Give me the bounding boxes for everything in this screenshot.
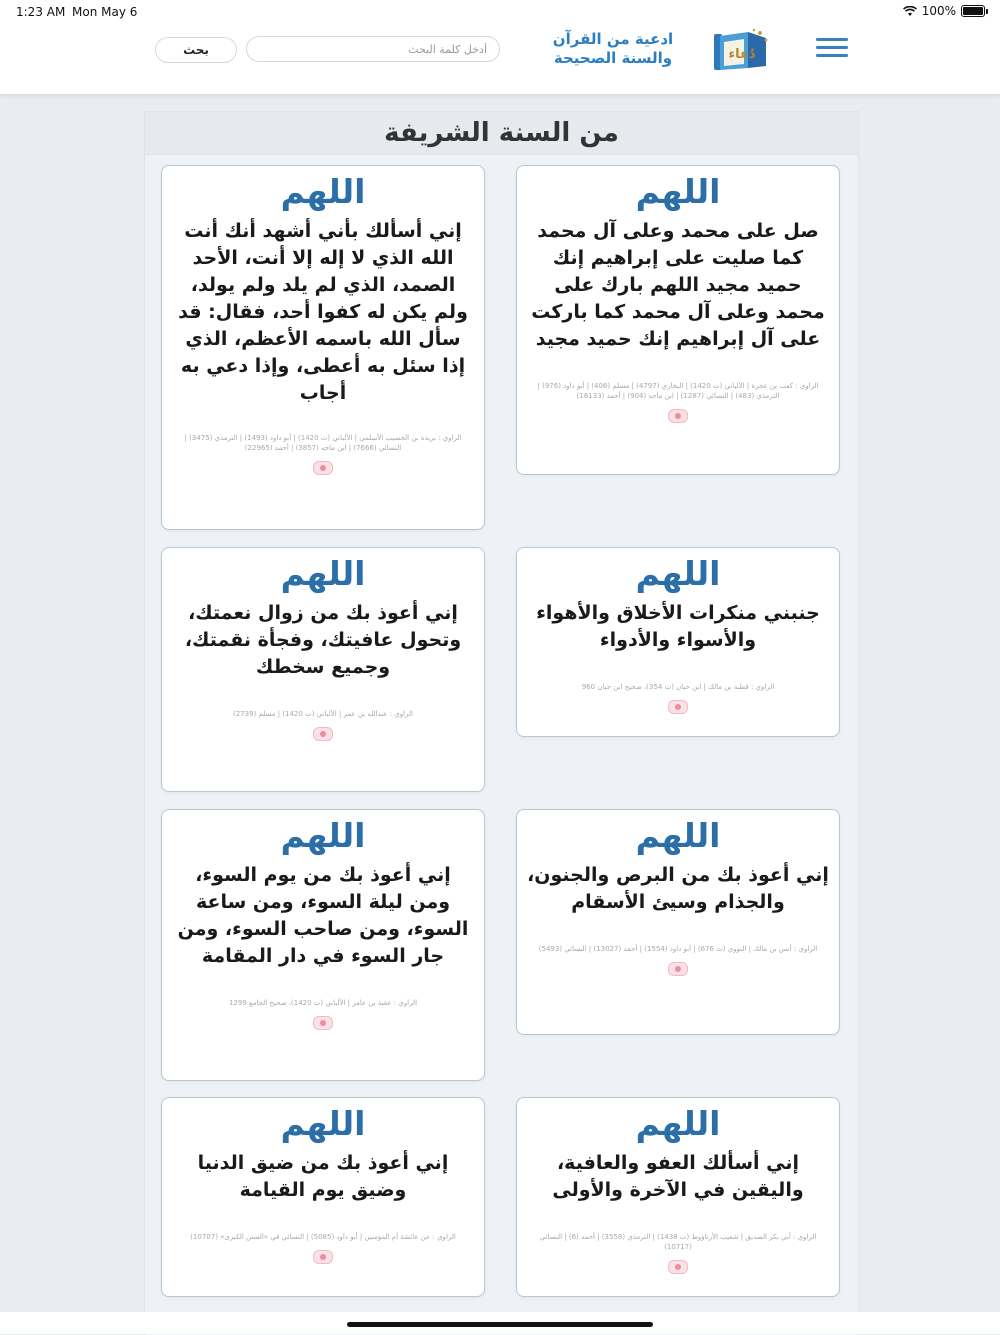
card-text: جنبني منكرات الأخلاق والأهواء والأسواء والأدواء (536, 602, 820, 651)
status-indicators (903, 4, 988, 18)
card-text: صل على محمد وعلى آل محمد كما صليت على إبراهيم إنك حميد مجيد اللهم بارك على محمد وعلى آل محمد كما باركت على آل إبراهيم إنك حميد مجيد (531, 220, 825, 350)
card-source: الراوي : قطبة بن مالك | ابن حبان (ت 354)، صحيح ابن حبان 960 (581, 683, 775, 691)
card-text: إني أعوذ بك من البرص والجنون، والجذام وسيئ الأسقام (527, 864, 829, 913)
heart-icon[interactable] (668, 1260, 688, 1274)
battery-icon (961, 5, 985, 17)
brand-title-line2: والسنة الصحيحة (553, 49, 673, 67)
card-source: الراوي : بريدة بن الحصيب الأسلمي | الألباني (ت 1420) | أبو داود (1493) | الترمذي (3475) | النسائي (7666) | ابن ماجه (3857) | أحمد (22965) (184, 434, 462, 452)
dua-card[interactable] (516, 547, 840, 737)
card-source: الراوي : أنس بن مالك | النووي (ت 676) | أبو داود (1554) | أحمد (13027) | النسائي (5493) (538, 945, 818, 953)
card-title: اللهم (635, 816, 721, 855)
card-text: إني أسألك بأني أشهد أنك أنت الله الذي لا إله إلا أنت، الأحد الصمد، الذي لم يلد ولم يولد، ولم يكن له كفوا أحد، فقال: قد سأل الله باسمه الأعظم، الذي إذا سئل به أعطى، وإذا دعي به أجاب (178, 220, 468, 404)
heart-icon[interactable] (313, 461, 333, 475)
wifi-icon (903, 6, 917, 17)
heart-icon[interactable] (313, 1250, 333, 1264)
card-text: إني أسألك العفو والعافية، واليقين في الآخرة والأولى (552, 1152, 804, 1201)
logo-text: دُعاء (728, 47, 756, 62)
dua-card[interactable] (516, 165, 840, 475)
app-logo[interactable] (712, 28, 772, 72)
brand-title[interactable] (528, 30, 698, 68)
card-title: اللهم (635, 1104, 721, 1143)
card-source: الراوي : عبدالله بن عمر | الألباني (ت 1420) | مسلم (2739) (232, 710, 413, 718)
search-button[interactable]: بحث (155, 37, 237, 63)
search-input[interactable] (246, 36, 500, 62)
heart-icon[interactable] (313, 1016, 333, 1030)
hamburger-menu-icon[interactable] (816, 38, 848, 60)
card-source: الراوي : كعب بن عجرة | الألباني (ت 1420) | البخاري (4797) | مسلم (406) | أبو داود (976) | الترمذي (483) | النسائي (1287) | ابن ماجه (904) | أحمد (18133) (537, 382, 819, 400)
card-title: اللهم (280, 172, 366, 211)
battery-tip (986, 9, 988, 14)
card-title: اللهم (280, 816, 366, 855)
dua-card[interactable] (161, 809, 485, 1081)
heart-icon[interactable] (668, 409, 688, 423)
dua-card[interactable] (161, 1097, 485, 1297)
sunnah-section (144, 111, 859, 1335)
heart-icon[interactable] (668, 700, 688, 714)
app-header (0, 24, 1000, 95)
section-title: من السنة الشريفة (145, 112, 858, 155)
home-indicator[interactable] (347, 1322, 653, 1327)
card-source: الراوي : عن عائشة أم المؤمنين | أبو داود (5085) | النسائي في «السنن الكبرى» (10707) (190, 1233, 456, 1241)
card-title: اللهم (280, 554, 366, 593)
brand-title-line1: ادعية من القرآن (552, 30, 674, 48)
card-source: الراوي : أبي بكر الصديق | شعيب الأرناؤوط (ت 1438) | الترمذي (3558) | أحمد (6) | النسائي (10717) (539, 1233, 817, 1251)
status-time: 1:23 AM (16, 5, 66, 19)
battery-percent: 100% (921, 4, 956, 18)
dua-card[interactable] (161, 165, 485, 530)
status-date: Mon May 6 (72, 5, 138, 19)
dua-card[interactable] (516, 809, 840, 1035)
card-title: اللهم (635, 554, 721, 593)
heart-icon[interactable] (313, 727, 333, 741)
card-text: إني أعوذ بك من يوم السوء، ومن ليلة السوء، ومن ساعة السوء، ومن صاحب السوء، ومن جار السوء في دار المقامة (177, 864, 469, 967)
card-source: الراوي : عقبة بن عامر | الألباني (ت 1420)، صحيح الجامع 1299 (228, 999, 418, 1007)
dua-card[interactable] (161, 547, 485, 792)
card-text: إني أعوذ بك من ضيق الدنيا وضيق يوم القيامة (197, 1152, 449, 1201)
card-text: إني أعوذ بك من زوال نعمتك، وتحول عافيتك، وفجأة نقمتك، وجميع سخطك (184, 602, 462, 678)
card-title: اللهم (280, 1104, 366, 1143)
dua-card[interactable] (516, 1097, 840, 1297)
card-title: اللهم (635, 172, 721, 211)
heart-icon[interactable] (668, 962, 688, 976)
status-bar (0, 0, 1000, 24)
